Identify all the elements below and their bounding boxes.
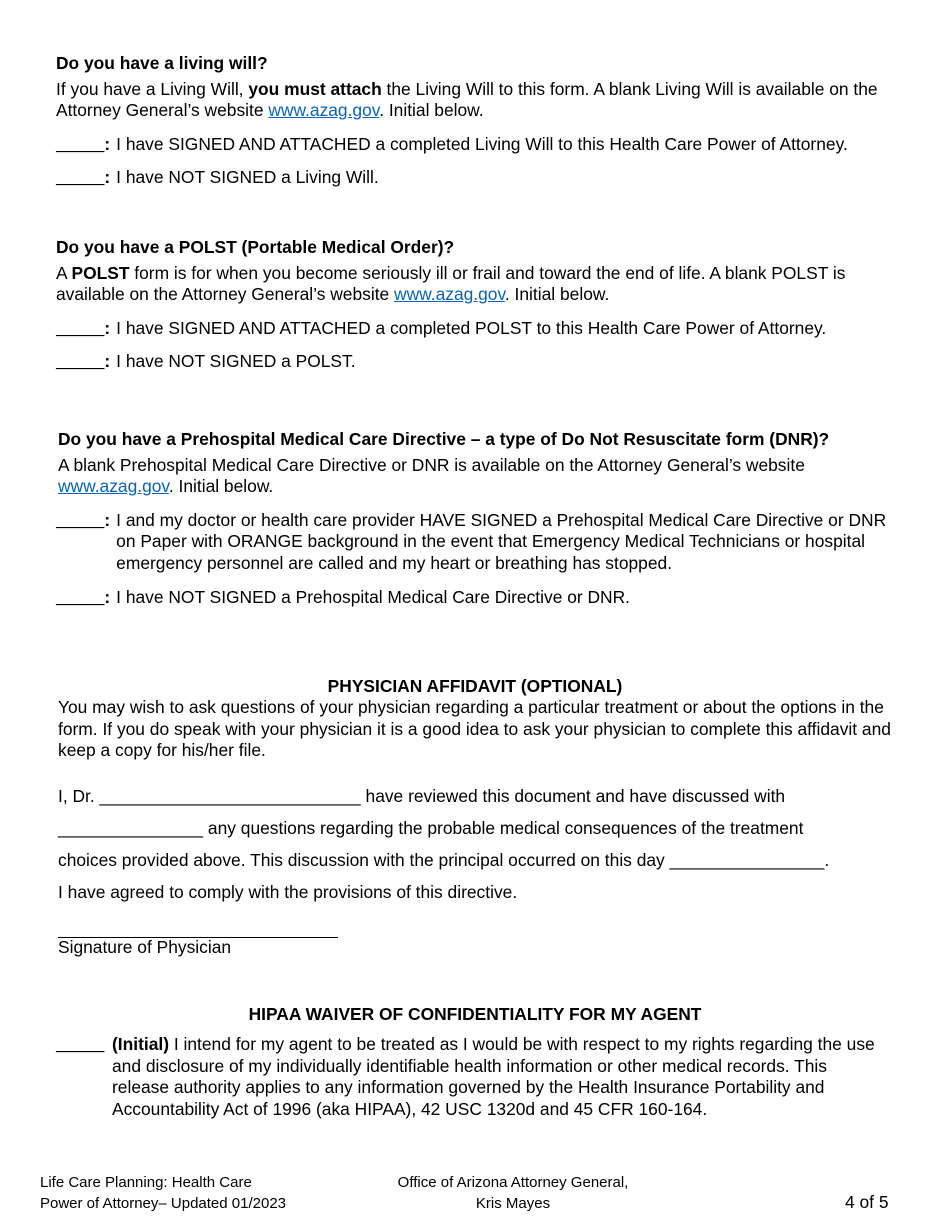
polst-question: Do you have a POLST (Portable Medical Order)? (56, 237, 455, 257)
page-number: 4 of 5 (845, 1192, 889, 1212)
affidavit-line-2[interactable]: _______________ any questions regarding the probable medical consequences of the treatment (58, 818, 804, 838)
living-will-intro (56, 79, 906, 122)
option-text: I and my doctor or health care provider HAVE SIGNED a Prehospital Medical Care Directive or DNR on Paper with ORANGE background in the event that Emergency Medical Technicians or hospital emergency personnel are called and my heart or breathing has stopped. (116, 509, 887, 573)
initial-blank[interactable]: _____: (56, 586, 111, 607)
intro-bold: POLST (71, 262, 130, 283)
dnr-intro (58, 455, 908, 498)
initial-blank[interactable]: _____: (56, 509, 111, 530)
affidavit-line-1[interactable]: I, Dr. ___________________________ have reviewed this document and have discussed with (58, 786, 786, 806)
living-will-question: Do you have a living will? (56, 53, 268, 73)
footer-left-line-1: Life Care Planning: Health Care (40, 1174, 252, 1191)
initial-blank[interactable]: _____: (56, 351, 111, 372)
hipaa-waiver (56, 1034, 886, 1120)
azag-link[interactable]: www.azag.gov (394, 284, 505, 305)
azag-link[interactable]: www.azag.gov (268, 100, 380, 121)
intro-text: A (56, 262, 72, 283)
physician-intro: You may wish to ask questions of your physician regarding a particular treatment or about the options in the form. If you do speak with your physician it is a good idea to ask your physician to complete this affidavit and keep a copy for his/her file. (58, 697, 891, 761)
intro-text: . Initial below. (168, 476, 274, 497)
hipaa-body: I intend for my agent to be treated as I would be with respect to my rights regarding the use and disclosure of my individually identifiable health information or other medical records. This release authority applies to any information governed by the Health Insurance Portability and Accountability Act of 1996 (aka HIPAA), 42 USC 1320d and 45 CFR 160-164. (112, 1034, 875, 1119)
dnr-not-signed-option (56, 587, 908, 609)
physician-signature-label: Signature of Physician (58, 937, 232, 957)
initial-label: (Initial) (112, 1034, 169, 1054)
option-text: I have NOT SIGNED a POLST. (116, 351, 356, 372)
intro-text: . Initial below. (504, 284, 610, 305)
physician-affidavit-body (58, 697, 903, 762)
living-will-signed-option (56, 134, 906, 156)
living-will-section (56, 53, 906, 189)
dnr-signed-option (56, 510, 908, 575)
option-text: I have NOT SIGNED a Living Will. (116, 167, 379, 188)
affidavit-line-3[interactable]: choices provided above. This discussion with the principal occurred on this day ________________. (58, 850, 830, 870)
physician-affidavit-heading: PHYSICIAN AFFIDAVIT (OPTIONAL) (327, 676, 623, 696)
living-will-not-signed-option (56, 167, 906, 189)
option-text: I have NOT SIGNED a Prehospital Medical Care Directive or DNR. (116, 586, 630, 607)
footer-center-line-1: Office of Arizona Attorney General, (397, 1174, 629, 1191)
option-text: I have SIGNED AND ATTACHED a completed POLST to this Health Care Power of Attorney. (116, 317, 827, 338)
affidavit-line-4: I have agreed to comply with the provisions of this directive. (58, 882, 518, 902)
initial-blank[interactable]: _____: (56, 167, 111, 188)
hipaa-heading: HIPAA WAIVER OF CONFIDENTIALITY FOR MY AGENT (248, 1004, 702, 1024)
polst-not-signed-option (56, 351, 906, 373)
polst-signed-option (56, 318, 906, 340)
footer-left (40, 1172, 286, 1214)
footer-center (380, 1172, 646, 1214)
intro-text: form is for when you become seriously ill or frail and toward the end of life. A blank POLST is available on the Attorney General’s website (56, 262, 846, 305)
initial-blank[interactable]: _____: (56, 133, 111, 154)
polst-intro (56, 263, 906, 306)
intro-text: If you have a Living Will, (56, 78, 249, 99)
intro-bold: you must attach (248, 78, 382, 99)
initial-blank[interactable]: _____: (56, 317, 111, 338)
dnr-question: Do you have a Prehospital Medical Care Directive – a type of Do Not Resuscitate form (DNR)? (58, 429, 830, 449)
intro-text: the Living Will to this form. A blank Living Will is available on the Attorney General’s website (56, 78, 878, 121)
azag-link[interactable]: www.azag.gov (58, 476, 169, 497)
hipaa-initial-blank[interactable]: _____ (56, 1034, 105, 1054)
intro-text: . Initial below. (379, 100, 484, 121)
footer-center-line-2: Kris Mayes (475, 1195, 551, 1212)
dnr-section (58, 429, 908, 608)
option-text: I have SIGNED AND ATTACHED a completed Living Will to this Health Care Power of Attorney. (116, 133, 848, 154)
footer-left-line-2: Power of Attorney– Updated 01/2023 (40, 1195, 287, 1212)
intro-text: A blank Prehospital Medical Care Directive or DNR is available on the Attorney General’s website (58, 454, 805, 475)
polst-section (56, 237, 906, 373)
hipaa-text (112, 1034, 886, 1120)
